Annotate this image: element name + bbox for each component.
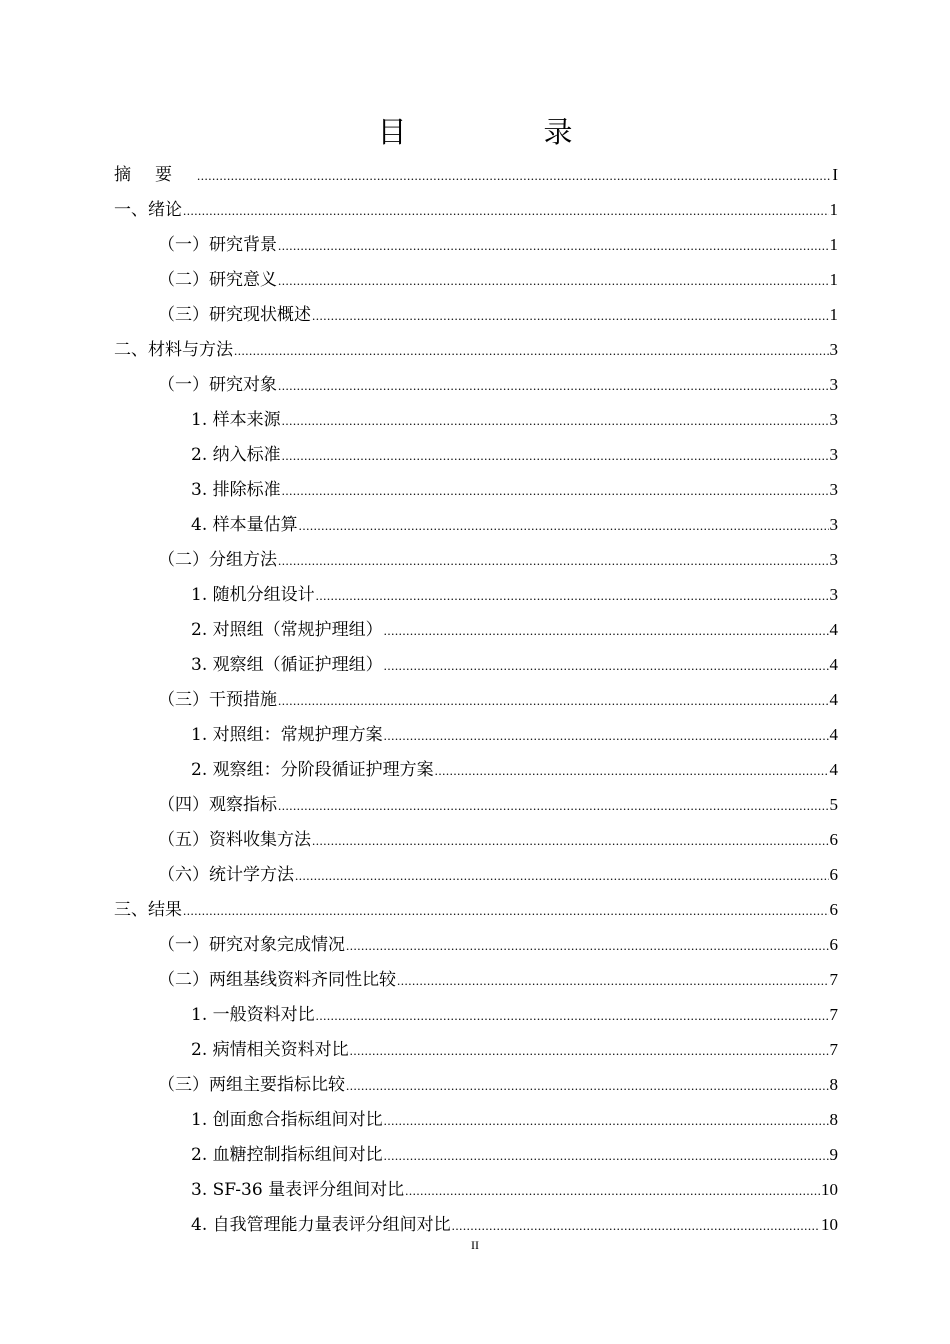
toc-entry-page: 1 xyxy=(829,270,838,289)
page-title: 目 录 xyxy=(377,115,627,149)
toc-leader-dots xyxy=(384,1138,829,1173)
toc-leader-dots xyxy=(278,263,829,298)
toc-entry-page: 6 xyxy=(829,830,838,849)
toc-entry-label: 3. SF-36 量表评分组间对比 xyxy=(191,1180,405,1200)
toc-entry-page: 3 xyxy=(829,410,838,429)
toc-leader-dots xyxy=(405,1173,820,1208)
toc-entry-label: 1. 随机分组设计 xyxy=(191,585,315,605)
toc-leader-dots xyxy=(197,158,831,193)
toc-entry[interactable] xyxy=(114,612,838,647)
toc-entry-label: 2. 血糖控制指标组间对比 xyxy=(191,1145,383,1165)
toc-entry-label: （一）研究对象完成情况 xyxy=(158,935,345,955)
toc-entry[interactable] xyxy=(114,507,838,542)
toc-leader-dots xyxy=(183,193,829,228)
toc-leader-dots xyxy=(183,893,829,928)
toc-entry[interactable] xyxy=(114,787,838,822)
toc-leader-dots xyxy=(397,963,829,998)
toc-leader-dots xyxy=(350,1033,829,1068)
toc-entry[interactable] xyxy=(114,542,838,577)
toc-entry[interactable] xyxy=(114,1207,838,1242)
toc-entry-label: 一、绪论 xyxy=(114,200,182,220)
toc-entry[interactable] xyxy=(114,227,838,262)
toc-entry-label: 2. 纳入标准 xyxy=(191,445,281,465)
toc-entry-page: 7 xyxy=(829,1040,838,1059)
toc-entry-page: 7 xyxy=(829,970,838,989)
toc-entry-label: （二）两组基线资料齐同性比较 xyxy=(158,970,396,990)
toc-leader-dots xyxy=(316,998,829,1033)
toc-entry-page: 6 xyxy=(829,935,838,954)
toc-entry[interactable] xyxy=(114,857,838,892)
toc-entry-page: 10 xyxy=(821,1180,838,1199)
toc-leader-dots xyxy=(316,578,829,613)
toc-entry[interactable] xyxy=(114,157,838,192)
toc-entry-page: 7 xyxy=(829,1005,838,1024)
toc-leader-dots xyxy=(346,928,829,963)
toc-entry-label: 1. 一般资料对比 xyxy=(191,1005,315,1025)
toc-entry[interactable] xyxy=(114,1172,838,1207)
toc-entry-page: 3 xyxy=(829,480,838,499)
table-of-contents xyxy=(114,157,838,1242)
toc-entry-label: （三）两组主要指标比较 xyxy=(158,1075,345,1095)
toc-entry-page: I xyxy=(832,165,838,184)
toc-entry-page: 9 xyxy=(829,1145,838,1164)
toc-entry[interactable] xyxy=(114,577,838,612)
toc-leader-dots xyxy=(299,508,829,543)
toc-entry[interactable] xyxy=(114,262,838,297)
toc-entry-page: 3 xyxy=(829,550,838,569)
toc-entry-label: 二、材料与方法 xyxy=(114,340,233,360)
toc-entry[interactable] xyxy=(114,752,838,787)
toc-entry[interactable] xyxy=(114,892,838,927)
toc-leader-dots xyxy=(346,1068,829,1103)
toc-entry-page: 3 xyxy=(829,445,838,464)
toc-entry[interactable] xyxy=(114,437,838,472)
toc-entry[interactable] xyxy=(114,717,838,752)
toc-leader-dots xyxy=(282,438,829,473)
toc-leader-dots xyxy=(384,648,829,683)
toc-entry-label: 4. 自我管理能力量表评分组间对比 xyxy=(191,1215,451,1235)
toc-entry-label: （五）资料收集方法 xyxy=(158,830,311,850)
toc-entry[interactable] xyxy=(114,962,838,997)
toc-entry[interactable] xyxy=(114,402,838,437)
toc-entry-label: 3. 排除标准 xyxy=(191,480,281,500)
toc-entry-page: 6 xyxy=(829,900,838,919)
toc-entry-label: （二）研究意义 xyxy=(158,270,277,290)
toc-leader-dots xyxy=(278,788,829,823)
toc-entry-page: 1 xyxy=(829,200,838,219)
toc-entry-page: 4 xyxy=(829,690,838,709)
page-number: II xyxy=(471,1238,479,1252)
toc-leader-dots xyxy=(234,333,829,368)
toc-leader-dots xyxy=(282,403,829,438)
toc-entry-label: （三）干预措施 xyxy=(158,690,277,710)
toc-leader-dots xyxy=(278,368,829,403)
toc-entry-label: 1. 创面愈合指标组间对比 xyxy=(191,1110,383,1130)
toc-entry[interactable] xyxy=(114,472,838,507)
toc-entry[interactable] xyxy=(114,367,838,402)
toc-entry-label: 1. 样本来源 xyxy=(191,410,281,430)
toc-entry-label: 摘要 xyxy=(114,165,196,185)
toc-entry-page: 4 xyxy=(829,655,838,674)
toc-entry[interactable] xyxy=(114,927,838,962)
toc-entry-page: 3 xyxy=(829,585,838,604)
toc-entry-label: 1. 对照组：常规护理方案 xyxy=(191,725,383,745)
toc-entry-page: 10 xyxy=(821,1215,838,1234)
toc-entry-page: 4 xyxy=(829,620,838,639)
toc-entry-page: 4 xyxy=(829,760,838,779)
toc-entry-label: 2. 病情相关资料对比 xyxy=(191,1040,349,1060)
toc-entry[interactable] xyxy=(114,297,838,332)
toc-leader-dots xyxy=(384,613,829,648)
toc-entry[interactable] xyxy=(114,1137,838,1172)
toc-entry-page: 3 xyxy=(829,515,838,534)
toc-entry-page: 3 xyxy=(829,340,838,359)
toc-leader-dots xyxy=(384,1103,829,1138)
toc-entry-label: 4. 样本量估算 xyxy=(191,515,298,535)
toc-entry[interactable] xyxy=(114,997,838,1032)
toc-entry-label: （一）研究对象 xyxy=(158,375,277,395)
toc-entry-page: 6 xyxy=(829,865,838,884)
toc-leader-dots xyxy=(384,718,829,753)
toc-entry-label: （三）研究现状概述 xyxy=(158,305,311,325)
toc-entry[interactable] xyxy=(114,1067,838,1102)
toc-entry-label: 3. 观察组（循证护理组） xyxy=(191,655,383,675)
toc-entry-page: 4 xyxy=(829,725,838,744)
toc-entry-page: 3 xyxy=(829,375,838,394)
toc-entry[interactable] xyxy=(114,1102,838,1137)
toc-entry-page: 5 xyxy=(829,795,838,814)
toc-entry-label: 2. 观察组：分阶段循证护理方案 xyxy=(191,760,434,780)
toc-entry[interactable] xyxy=(114,682,838,717)
toc-entry[interactable] xyxy=(114,822,838,857)
toc-entry[interactable] xyxy=(114,647,838,682)
toc-leader-dots xyxy=(435,753,829,788)
toc-leader-dots xyxy=(278,683,829,718)
toc-leader-dots xyxy=(278,228,829,263)
toc-entry-label: 三、结果 xyxy=(114,900,182,920)
toc-entry[interactable] xyxy=(114,192,838,227)
toc-entry-label: （四）观察指标 xyxy=(158,795,277,815)
toc-entry-label: 2. 对照组（常规护理组） xyxy=(191,620,383,640)
toc-entry-page: 8 xyxy=(829,1075,838,1094)
toc-entry-label: （二）分组方法 xyxy=(158,550,277,570)
toc-leader-dots xyxy=(312,298,829,333)
toc-entry-page: 8 xyxy=(829,1110,838,1129)
toc-leader-dots xyxy=(295,858,829,893)
toc-leader-dots xyxy=(312,823,829,858)
toc-entry-page: 1 xyxy=(829,235,838,254)
toc-entry-page: 1 xyxy=(829,305,838,324)
toc-entry[interactable] xyxy=(114,332,838,367)
toc-entry[interactable] xyxy=(114,1032,838,1067)
toc-leader-dots xyxy=(282,473,829,508)
toc-entry-label: （六）统计学方法 xyxy=(158,865,294,885)
toc-leader-dots xyxy=(278,543,829,578)
toc-entry-label: （一）研究背景 xyxy=(158,235,277,255)
